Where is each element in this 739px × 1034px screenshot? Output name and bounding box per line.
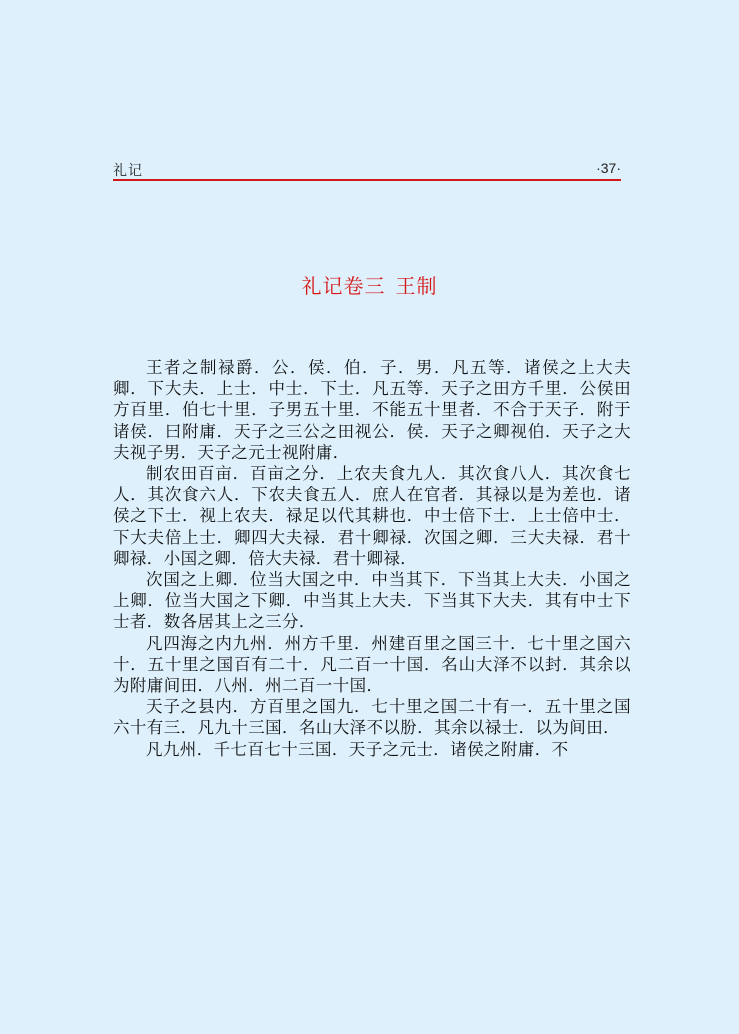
- paragraph-3: 次国之上卿．位当大国之中．中当其下．下当其上大夫．小国之上卿．位当大国之下卿．中当其上大夫．下当其下大夫．其有中士下士者．数各居其上之三分．: [113, 570, 631, 632]
- paragraph-5: 天子之县内．方百里之国九．七十里之国二十有一．五十里之国六十有三．凡九十三国．名山大泽不以朌．其余以禄士．以为间田．: [113, 697, 631, 738]
- header-rule: [113, 179, 621, 181]
- paragraph-4: 凡四海之内九州．州方千里．州建百里之国三十．七十里之国六十．五十里之国百有二十．凡二百一十国．名山大泽不以封．其余以为附庸间田．八州．州二百一十国．: [113, 633, 631, 696]
- paragraph-1: 王者之制禄爵．公．侯．伯．子．男．凡五等．诸侯之上大夫卿．下大夫．上士．中士．下士．凡五等．天子之田方千里．公侯田方百里．伯七十里．子男五十里．不能五十里者．不合于天子．附于诸侯．曰附庸．天子之三公之田视公．侯．天子之卿视伯．天子之大夫视子男．天子之元士视附庸．: [113, 358, 631, 462]
- page-number: ·37·: [596, 160, 621, 176]
- chapter-title-volume: 礼记卷三: [301, 274, 386, 298]
- chapter-title-name: 王制: [395, 274, 438, 298]
- body-text: [113, 357, 631, 760]
- page-header: [113, 158, 621, 180]
- paragraph-2: 制农田百亩．百亩之分．上农夫食九人．其次食八人．其次食七人．其次食六人．下农夫食五人．庶人在官者．其禄以是为差也．诸侯之下士．视上农夫．禄足以代其耕也．中士倍下士．上士倍中士．下大夫倍上士．卿四大夫禄．君十卿禄．次国之卿．三大夫禄．君十卿禄．小国之卿．倍大夫禄．君十卿禄．: [113, 464, 631, 568]
- chapter-title: [0, 270, 739, 299]
- running-title: 礼记: [113, 163, 143, 179]
- paragraph-6: 凡九州．千七百七十三国．天子之元士．诸侯之附庸．不: [146, 739, 569, 759]
